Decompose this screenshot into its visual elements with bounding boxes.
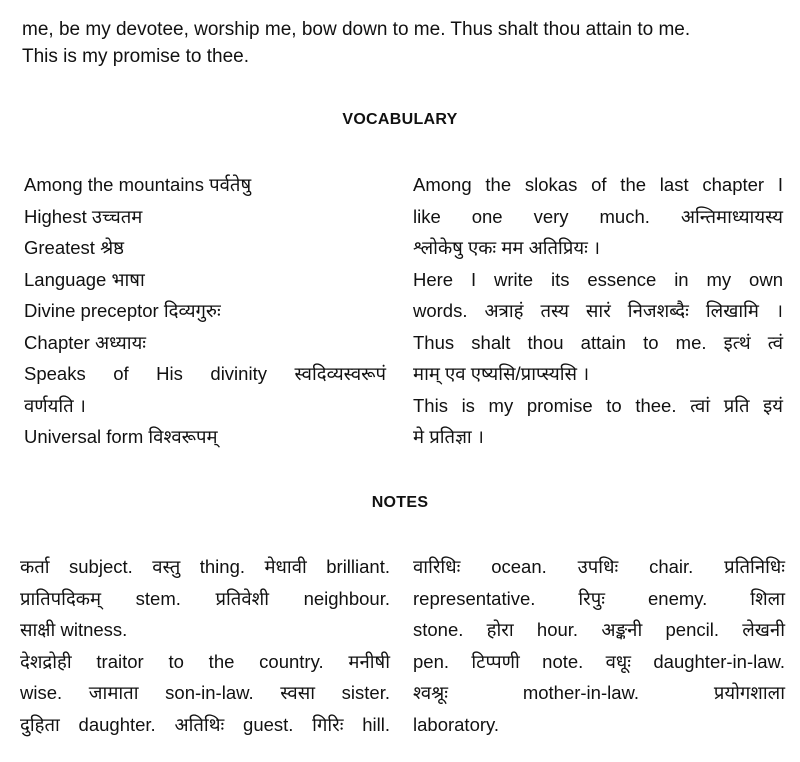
vocab-paragraph-line: Among the slokas of the last chapter I bbox=[413, 174, 783, 195]
vocab-entry: Highest उच्चतम bbox=[24, 205, 143, 227]
notes-left-column bbox=[20, 551, 390, 740]
vocab-paragraph-line: मे प्रतिज्ञा । bbox=[413, 426, 484, 447]
notes-line: दुहिता daughter. अतिथिः guest. गिरिः hill. bbox=[20, 713, 390, 735]
vocab-paragraph-line: Here I write its essence in my own bbox=[413, 268, 783, 290]
vocabulary-heading: VOCABULARY bbox=[342, 111, 458, 128]
vocab-paragraph-line: like one very much. अन्तिमाध्यायस्य bbox=[413, 205, 783, 227]
vocab-entry: Universal form विश्वरूपम् bbox=[24, 426, 218, 447]
vocab-entry: Language भाषा bbox=[24, 268, 145, 290]
vocab-entry: Speaks of His divinity स्वदिव्यस्वरूपं bbox=[24, 363, 386, 384]
notes-line: pen. टिप्पणी note. वधूः daughter-in-law. bbox=[413, 650, 785, 672]
notes-line: stone. होरा hour. अङ्कनी pencil. लेखनी bbox=[413, 619, 785, 640]
notes-line: कर्ता subject. वस्तु thing. मेधावी brilliant. bbox=[20, 556, 390, 577]
notes-right-column bbox=[413, 551, 785, 740]
vocab-entry: Divine preceptor दिव्यगुरुः bbox=[24, 300, 221, 321]
notes-line: वारिधिः ocean. उपधिः chair. प्रतिनिधिः bbox=[413, 556, 785, 577]
vocab-paragraph-line: This is my promise to thee. त्वां प्रति इयं bbox=[413, 394, 783, 416]
notes-line: प्रातिपदिकम् stem. प्रतिवेशी neighbour. bbox=[20, 587, 390, 609]
notes-line: representative. रिपुः enemy. शिला bbox=[413, 587, 785, 609]
vocabulary-right-column bbox=[413, 169, 783, 453]
notes-line: laboratory. bbox=[413, 713, 500, 735]
vocab-entry: Greatest श्रेष्ठ bbox=[24, 237, 125, 258]
intro-line: me, be my devotee, worship me, bow down to me. Thus shalt thou attain to me. bbox=[22, 19, 691, 40]
vocab-paragraph-line: words. अत्राहं तस्य सारं निजशब्दैः लिखामि । bbox=[413, 300, 783, 321]
notes-heading: NOTES bbox=[371, 494, 429, 511]
vocabulary-left-column bbox=[24, 169, 386, 453]
vocab-entry: Chapter अध्यायः bbox=[24, 331, 147, 353]
notes-line: देशद्रोही traitor to the country. मनीषी bbox=[20, 650, 390, 672]
vocab-paragraph-line: Thus shalt thou attain to me. इत्थं त्वं bbox=[413, 331, 783, 353]
vocab-paragraph-line: श्लोकेषु एकः मम अतिप्रियः । bbox=[413, 237, 600, 258]
notes-line: wise. जामाता son-in-law. स्वसा sister. bbox=[20, 682, 390, 703]
vocab-paragraph-line: माम् एव एष्यसि/प्राप्स्यसि । bbox=[413, 363, 590, 384]
intro-paragraph bbox=[22, 16, 782, 70]
intro-line: This is my promise to thee. bbox=[22, 46, 250, 67]
notes-line: साक्षी witness. bbox=[20, 619, 128, 640]
notes-line: श्वश्रूः mother-in-law. प्रयोगशाला bbox=[413, 682, 785, 703]
vocab-entry: Among the mountains पर्वतेषु bbox=[24, 174, 252, 195]
vocab-entry: वर्णयति । bbox=[24, 394, 86, 416]
